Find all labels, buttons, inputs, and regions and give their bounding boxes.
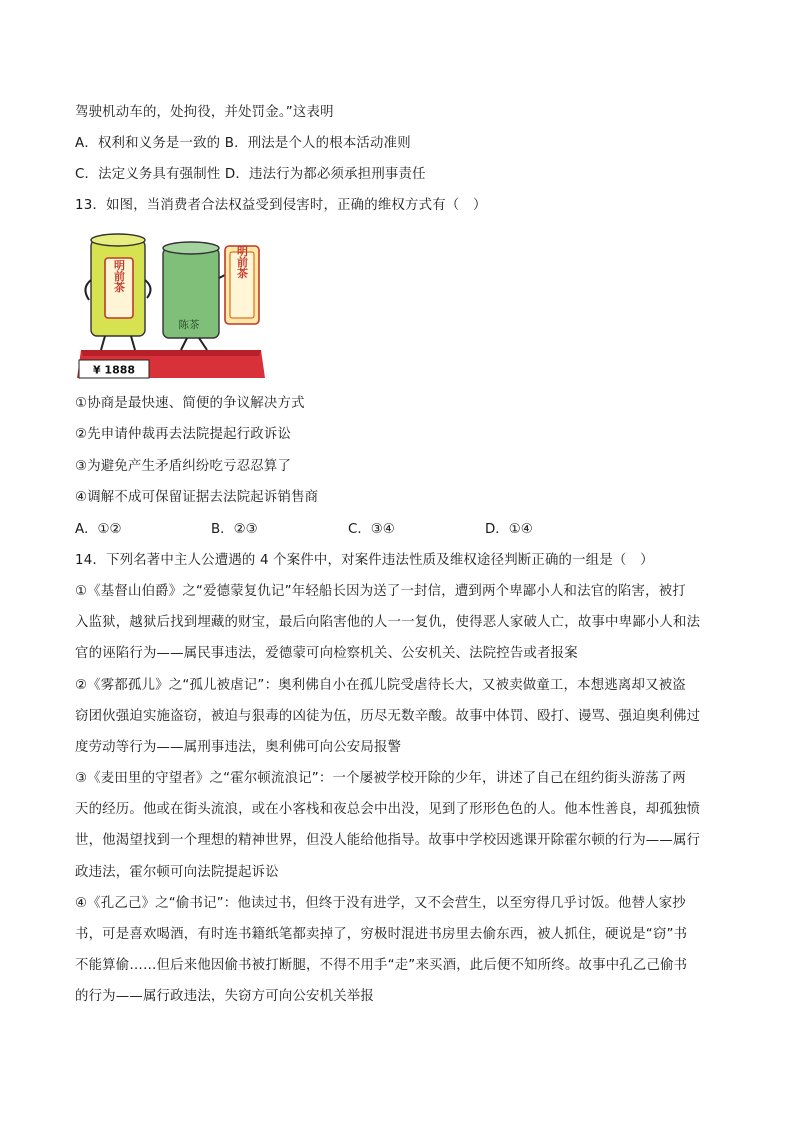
- q14-case4-line: 不能算偷……但后来他因偷书被打断腿，不得不用手“走”来买酒，此后便不知所终。故事中孔乙己偷书: [75, 958, 688, 973]
- q13-item-2: ②先申请仲裁再去法院提起行政诉讼: [75, 427, 292, 442]
- q14-case3-line: 政违法，霍尔顿可向法院提起诉讼: [75, 865, 279, 880]
- options-a-b: A．权利和义务是一致的 B．刑法是个人的根本活动准则: [75, 136, 411, 151]
- q14-case2-line: 度劳动等行为——属刑事违法，奥利佛可向公安局报警: [75, 740, 402, 755]
- intro-line: 驾驶机动车的，处拘役，并处罚金。”这表明: [75, 105, 334, 120]
- q13-choice-c: C．③④: [348, 522, 395, 537]
- q14-case4-line: 书，可是喜欢喝酒，有时连书籍纸笔都卖掉了，穷极时混进书房里去偷东西，被人抓住，硬说是“窃”书: [75, 927, 688, 942]
- question-14-stem: 14．下列名著中主人公遭遇的 4 个案件中，对案件违法性质及维权途径判断正确的一组是（ ）: [75, 553, 654, 568]
- q13-choice-d: D．①④: [485, 522, 533, 537]
- q13-item-1: ①协商是最快速、简便的争议解决方式: [75, 396, 305, 411]
- options-c-d: C．法定义务具有强制性 D．违法行为都必须承担刑事责任: [75, 167, 426, 182]
- q13-item-4: ④调解不成可保留证据去法院起诉销售商: [75, 490, 319, 505]
- q14-case2-line: 窃团伙强迫实施盗窃，被迫与狠毒的凶徒为伍，历尽无数辛酸。故事中体罚、殴打、谩骂、强迫奥利佛过: [75, 709, 701, 724]
- question-13-stem: 13．如图，当消费者合法权益受到侵害时，正确的维权方式有（ ）: [75, 198, 487, 213]
- q14-case4-line: 的行为——属行政违法，失窃方可向公安机关举报: [75, 989, 374, 1004]
- left-can-label: 明前茶: [112, 259, 126, 293]
- banner-label: 明前茶: [235, 245, 249, 279]
- q14-case3-line: 世，他渴望找到一个理想的精神世界，但没人能给他指导。故事中学校因逃课开除霍尔顿的行为——属行: [75, 833, 701, 848]
- q14-case2-line: ②《雾都孤儿》之“孤儿被虐记”：奥利佛自小在孤儿院受虐待长大，又被卖做童工，本想逃离却又被盗: [75, 678, 686, 693]
- price-tag-text: ¥ 1888: [92, 363, 136, 377]
- q14-case3-line: ③《麦田里的守望者》之“霍尔顿流浪记”：一个屡被学校开除的少年，讲述了自己在纽约街头游荡了两: [75, 771, 686, 786]
- q14-case4-line: ④《孔乙己》之“偷书记”：他读过书，但终于没有进学，又不会营生，以至穷得几乎讨饭。他替人家抄: [75, 896, 686, 911]
- q14-case1-line: 入监狱，越狱后找到埋藏的财宝，最后向陷害他的人一一复仇，使得恶人家破人亡，故事中卑鄙小人和法: [75, 615, 701, 630]
- tea-can-illustration: [75, 228, 267, 380]
- q13-choice-b: B．②③: [211, 522, 258, 537]
- q14-case1-line: ①《基督山伯爵》之“爱德蒙复仇记”年轻船长因为送了一封信，遭到两个卑鄙小人和法官的陷害，被打: [75, 584, 686, 599]
- right-can-label: 陈茶: [178, 319, 200, 331]
- q13-choice-a: A．①②: [75, 522, 122, 537]
- q14-case1-line: 官的诬陷行为——属民事违法，爱德蒙可向检察机关、公安机关、法院控告或者报案: [75, 646, 578, 661]
- q14-case3-line: 天的经历。他或在街头流浪，或在小客栈和夜总会中出没，见到了形形色色的人。他本性善良，却孤独愤: [75, 802, 701, 817]
- q13-item-3: ③为避免产生矛盾纠纷吃亏忍忍算了: [75, 459, 292, 474]
